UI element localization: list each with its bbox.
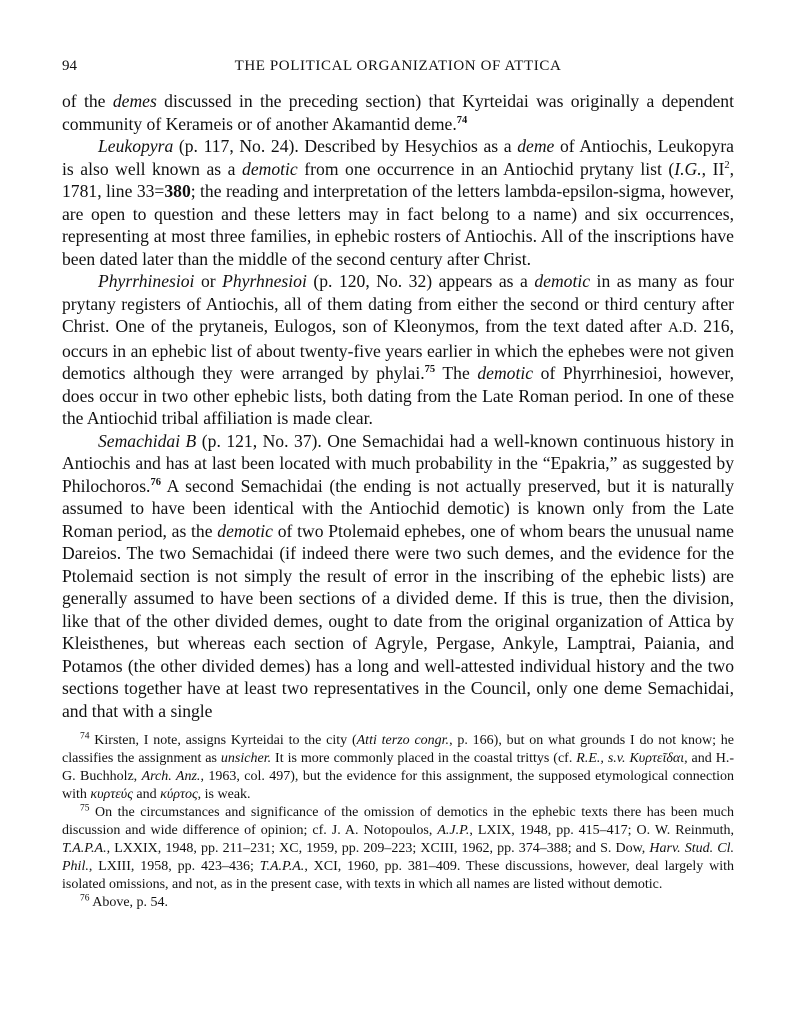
- page: [62, 58, 734, 912]
- paragraph-semachidai: Semachidai B (p. 121, No. 37). One Semachidai had a well-known continuous history in Antiochis and has at last been located with much probability in the “Epakria,” as suggested by Philochoros.$^{76}$ A second Semachidai (the ending is not actually preserved, but it is naturally assumed to have been identical with the Antiochid demotic) is known only from the Late Roman period, as the demotic of two Ptolemaid ephebes, one of whom bears the unusual name Dareios. The two Semachidai (if indeed there were two such demes, and the evidence for the Ptolemaid section is not simply the result of error in the inscribing of the ephebic lists) are generally assumed to have been sections of a divided deme. If this is true, then the division, like that of the other divided demes, ought to date from the original organization of Attica by Kleisthenes, but whereas each section of Agryle, Pergase, Ankyle, Lamptrai, Paiania, and Potamos (the other divided demes) has a long and well-attested individual history and the two sections together have at least two representatives in the Council, only one deme Semachidai, and that with a single: [62, 430, 734, 721]
- running-title: THE POLITICAL ORGANIZATION OF ATTICA: [234, 58, 562, 74]
- paragraph-phyrrhinesioi: Phyrrhinesioi or Phyrhnesioi (p. 120, No. 32) appears as a demotic in as many as four prytany registers of Antiochis, all of them dating from either the second or third century after Christ. One of the prytaneis, Eulogos, son of Kleonymos, from the text dated after A.D. 216, occurs in an ephebic list of about twenty-five years earlier in which the ephebes were not given demotics although they were arranged by phylai.$^{75}$ The demotic of Phyrrhinesioi, however, does occur in two other ephebic lists, both dating from the Late Roman period. In one of these the Antiochid tribal affiliation is made clear.: [62, 271, 735, 428]
- footnote-76: $^{76}$ Above, p. 54.: [80, 893, 169, 910]
- page-number: 94: [62, 58, 77, 74]
- footnote-ref-74: 74: [456, 114, 468, 126]
- footnote-74: $^{74}$ Kirsten, I note, assigns Kyrteidai to the city (Atti terzo congr., p. 166), but on what grounds I do not know; he classifies the assignment as unsicher. It is more commonly placed in the coastal trittys (cf. R.E., s.v. Κυρτεῖδαι, and H.-G. Buchholz, Arch. Anz., 1963, col. 497), but the evidence for this assignment, the supposed etymological connection with κυρτεύς and κύρτος, is weak.: [62, 731, 734, 802]
- footnote-ref-76: 76: [150, 476, 161, 488]
- footnote-75: $^{75}$ On the circumstances and significance of the omission of demotics in the ephebic texts there has been much discussion and wide difference of opinion; cf. J. A. Notopoulos, A.J.P., LXIX, 1948, pp. 415–417; O. W. Reinmuth, T.A.P.A., LXXIX, 1948, pp. 211–231; XC, 1959, pp. 209–223; XCIII, 1962, pp. 374–388; and S. Dow, Harv. Stud. Cl. Phil., LXIII, 1958, pp. 423–436; T.A.P.A., XCI, 1960, pp. 381–409. These discussions, however, deal largely with isolated omissions, and not, as in the present case, with texts in which all names are listed without demotic.: [62, 803, 734, 892]
- paragraph-leukopyra: Leukopyra (p. 117, No. 24). Described by Hesychios as a deme of Antiochis, Leukopyra is also well known as a demotic from one occurrence in an Antiochid prytany list (I.G., $II^2$, 1781, line 33=380; the reading and interpretation of the letters lambda-epsilon-sigma, however, are open to question and these letters may in fact belong to a name) and six occurrences, representing at most three families, in ephebic rosters of Antiochis. All of the inscriptions have been dated later than the middle of the second century after Christ.: [62, 136, 735, 269]
- body-text: [62, 90, 734, 722]
- running-head: [62, 58, 734, 82]
- footnote-ref-75: 75: [424, 364, 436, 376]
- footnotes: [62, 732, 734, 912]
- paragraph-kyrteidai-end: of the demes discussed in the preceding section) that Kyrteidai was originally a dependent community of Kerameis or of another Akamantid deme.$^{74}$: [62, 91, 734, 134]
